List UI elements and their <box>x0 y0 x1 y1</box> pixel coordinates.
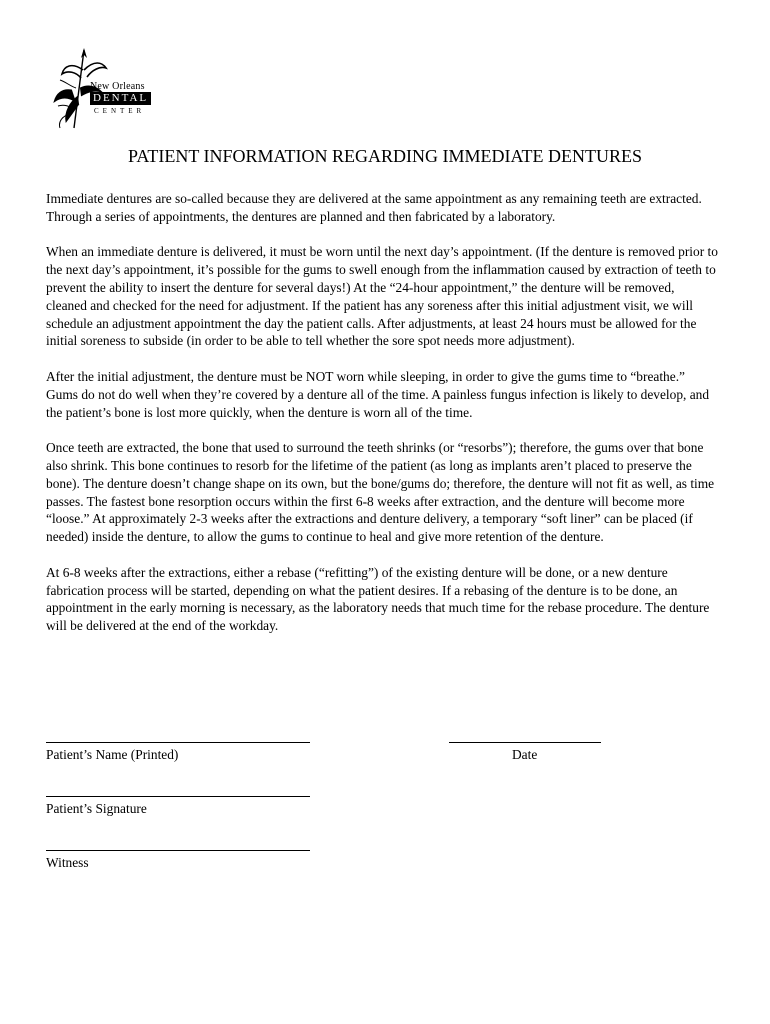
date-line[interactable] <box>449 742 601 743</box>
logo-text-city: New Orleans <box>90 81 145 92</box>
dental-center-logo <box>50 44 160 130</box>
logo-text-dental: DENTAL <box>90 92 151 105</box>
paragraph-sleeping: After the initial adjustment, the denture must be NOT worn while sleeping, in order to give the gums time to “breathe.” Gums do not do well when they’re covered by a denture all of the time. A painless fungus infection is likely to develop, and the patient’s bone is lost more quickly, when the denture is worn all of the time. <box>46 368 710 420</box>
patient-name-label: Patient’s Name (Printed) <box>46 747 179 762</box>
paragraph-delivery: When an immediate denture is delivered, it must be worn until the next day’s appointment. (If the denture is removed prior to the next day’s appointment, it’s possible for the gums to swell enough from the inflammation caused by extraction of teeth to prevent the ability to insert the denture for several days!) At the “24-hour appointment,” the denture will be removed, cleaned and checked for the need for adjustment. If the patient has any soreness after this initial adjustment visit, we will schedule an adjustment appointment the day the patient calls. After adjustments, at least 24 hours must be allowed for the initial soreness to subside (in order to be able to tell whether the sore spot needs more adjustment). <box>46 244 718 349</box>
paragraph-immediate-dentures: Immediate dentures are so-called because they are delivered at the same appointment as any remaining teeth are extracted. Through a series of appointments, the dentures are planned and then fabricated by a laboratory. <box>46 191 702 224</box>
patient-signature-label: Patient’s Signature <box>46 801 147 816</box>
document-body <box>46 190 718 653</box>
paragraph-rebase: At 6-8 weeks after the extractions, either a rebase (“refitting”) of the existing denture will be done, or a new denture fabrication process will be started, depending on what the patient desires. If a rebasing of the denture is to be done, an appointment in the early morning is necessary, as the laboratory needs that much time for the rebase procedure. The denture will be delivered at the end of the workday. <box>46 564 710 634</box>
paragraph-bone-resorption: Once teeth are extracted, the bone that used to surround the teeth shrinks (or “resorbs”); therefore, the gums over that bone also shrink. This bone continues to resorb for the lifetime of the patient (as long as implants aren’t placed to preserve the bone). The denture doesn’t change shape on its own, but the bone/gums do; therefore, the denture will not fit as well, as time passes. The fastest bone resorption occurs within the first 6-8 weeks after extraction, and the denture will become more “loose.” At approximately 2-3 weeks after the extractions and denture delivery, a temporary “soft liner” can be placed (if needed) inside the denture, to allow the gums to continue to heal and give more retention of the denture. <box>46 440 715 545</box>
date-label: Date <box>512 747 538 762</box>
patient-signature-line[interactable] <box>46 796 310 797</box>
logo-text-center: CENTER <box>94 107 146 115</box>
witness-label: Witness <box>46 855 89 870</box>
patient-name-line[interactable] <box>46 742 310 743</box>
document-title: PATIENT INFORMATION REGARDING IMMEDIATE DENTURES <box>127 146 642 166</box>
witness-line[interactable] <box>46 850 310 851</box>
